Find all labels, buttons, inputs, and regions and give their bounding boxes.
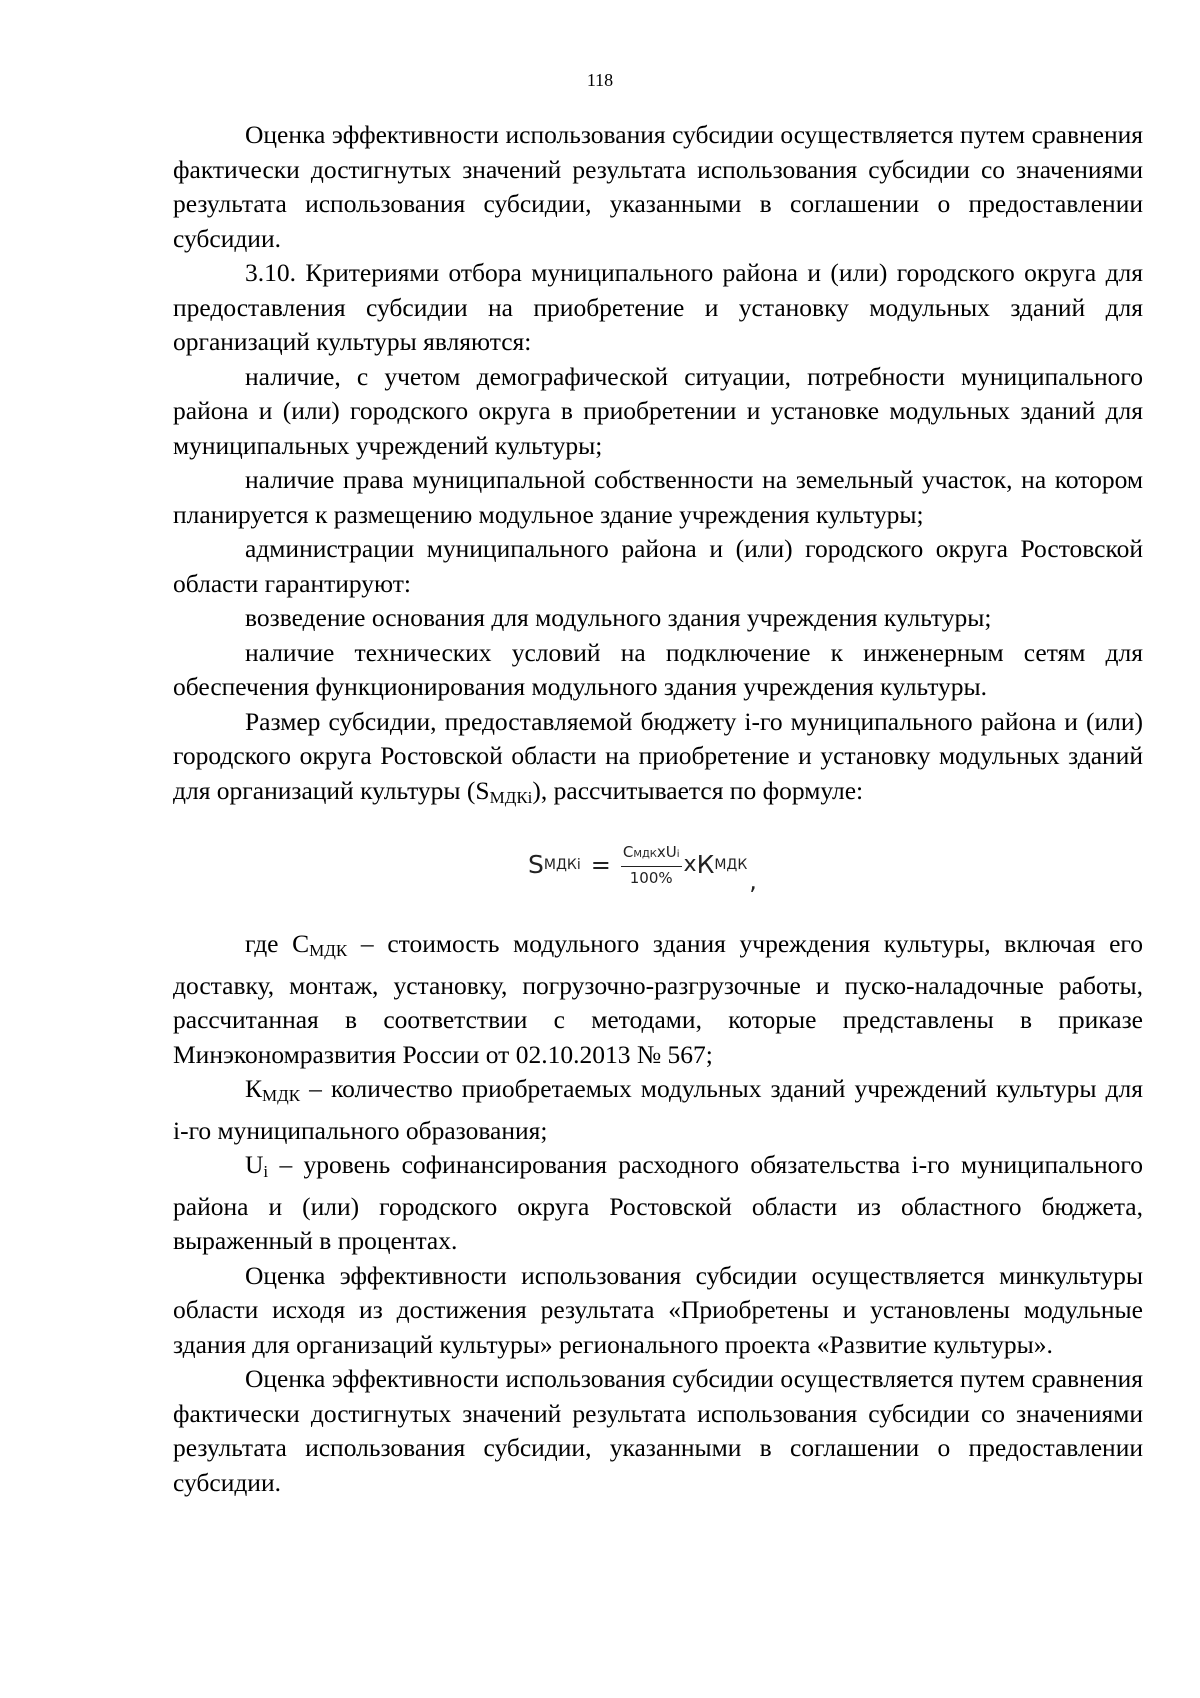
document-body xyxy=(173,118,1143,1500)
paragraph-4: наличие права муниципальной собственности на земельный участок, на котором планируется к размещению модульное здание учреждения культуры; xyxy=(173,465,1143,529)
paragraph-9-text-start: где С xyxy=(245,929,310,958)
paragraph-6: возведение основания для модульного здания учреждения культуры; xyxy=(245,603,992,632)
paragraph-8-text-start: Размер субсидии, предоставляемой бюджету i-го муниципального района и (или) городского округа Ростовской области на приобретение и установку модульных зданий для организаций культуры (S xyxy=(173,706,1143,805)
formula-lhs: S xyxy=(528,850,544,880)
formula-num-u-subscript: i xyxy=(676,849,680,860)
paragraph-9-subscript: МДК xyxy=(309,941,348,960)
paragraph-8-text-end: ), рассчитывается по формуле: xyxy=(532,775,864,805)
paragraph-9 xyxy=(173,927,1143,1072)
formula-num-u: U xyxy=(665,843,677,861)
formula-k: К xyxy=(696,850,715,880)
formula-num-c-subscript: МДК xyxy=(633,849,657,860)
formula-fraction xyxy=(621,843,682,888)
paragraph-2: 3.10. Критериями отбора муниципального района и (или) городского округа для предоставления субсидии на приобретение и установку модульных зданий для организаций культуры являются: xyxy=(173,258,1143,356)
formula-num-c: С xyxy=(622,843,634,861)
paragraph-11-text-start: U xyxy=(245,1150,264,1179)
paragraph-11-subscript: i xyxy=(263,1162,269,1181)
paragraph-10-subscript: МДК xyxy=(262,1086,301,1105)
paragraph-10-text-start: К xyxy=(245,1074,263,1103)
paragraph-11-text-end: – уровень софинансирования расходного обязательства i-го муниципального района и (или) городского округа Ростовской области из областного бюджета, выраженный в процентах. xyxy=(173,1150,1143,1255)
paragraph-1: Оценка эффективности использования субсидии осуществляется путем сравнения фактически достигнутых значений результата использования субсидии со значениями результата использования субсидии, указанными в соглашении о предоставлении субсидии. xyxy=(173,120,1143,253)
paragraph-10 xyxy=(173,1072,1143,1148)
page-number: 118 xyxy=(586,70,614,90)
paragraph-5: администрации муниципального района и (или) городского округа Ростовской области гарантируют: xyxy=(173,534,1143,598)
formula-num-x: x xyxy=(656,843,666,861)
formula-lhs-subscript: МДКi xyxy=(543,857,581,874)
subsidy-formula xyxy=(173,815,1143,927)
paragraph-3: наличие, с учетом демографической ситуации, потребности муниципального района и (или) городского округа в приобретении и установке модульных зданий для муниципальных учреждений культуры; xyxy=(173,361,1143,460)
formula-expression xyxy=(528,843,757,895)
formula-k-subscript: МДК xyxy=(714,857,748,874)
paragraph-11 xyxy=(173,1148,1143,1259)
formula-equals: = xyxy=(590,851,611,880)
formula-times: x xyxy=(683,852,697,878)
formula-numerator xyxy=(621,843,682,867)
paragraph-12: Оценка эффективности использования субсидии осуществляется минкультуры области исходя из достижения результата «Приобретены и установлены модульные здания для организаций культуры» регионального проекта «Развитие культуры». xyxy=(173,1260,1143,1359)
formula-comma: , xyxy=(749,866,757,895)
paragraph-8-subscript: МДКi xyxy=(489,787,533,807)
formula-denominator: 100% xyxy=(629,869,673,887)
paragraph-7: наличие технических условий на подключение к инженерным сетям для обеспечения функционирования модульного здания учреждения культуры. xyxy=(173,637,1143,701)
paragraph-13: Оценка эффективности использования субсидии осуществляется путем сравнения фактически достигнутых значений результата использования субсидии со значениями результата использования субсидии, указанными в соглашении о предоставлении субсидии. xyxy=(173,1364,1143,1497)
paragraph-8 xyxy=(173,705,1143,816)
paragraph-10-text-end: – количество приобретаемых модульных зданий учреждений культуры для i-го муниципального образования; xyxy=(173,1074,1143,1145)
paragraph-9-text-end: – стоимость модульного здания учреждения культуры, включая его доставку, монтаж, установку, погрузочно-разгрузочные и пуско-наладочные работы, рассчитанная в соответствии с методами, которые представлены в приказе Минэкономразвития России от 02.10.2013 № 567; xyxy=(173,929,1143,1069)
